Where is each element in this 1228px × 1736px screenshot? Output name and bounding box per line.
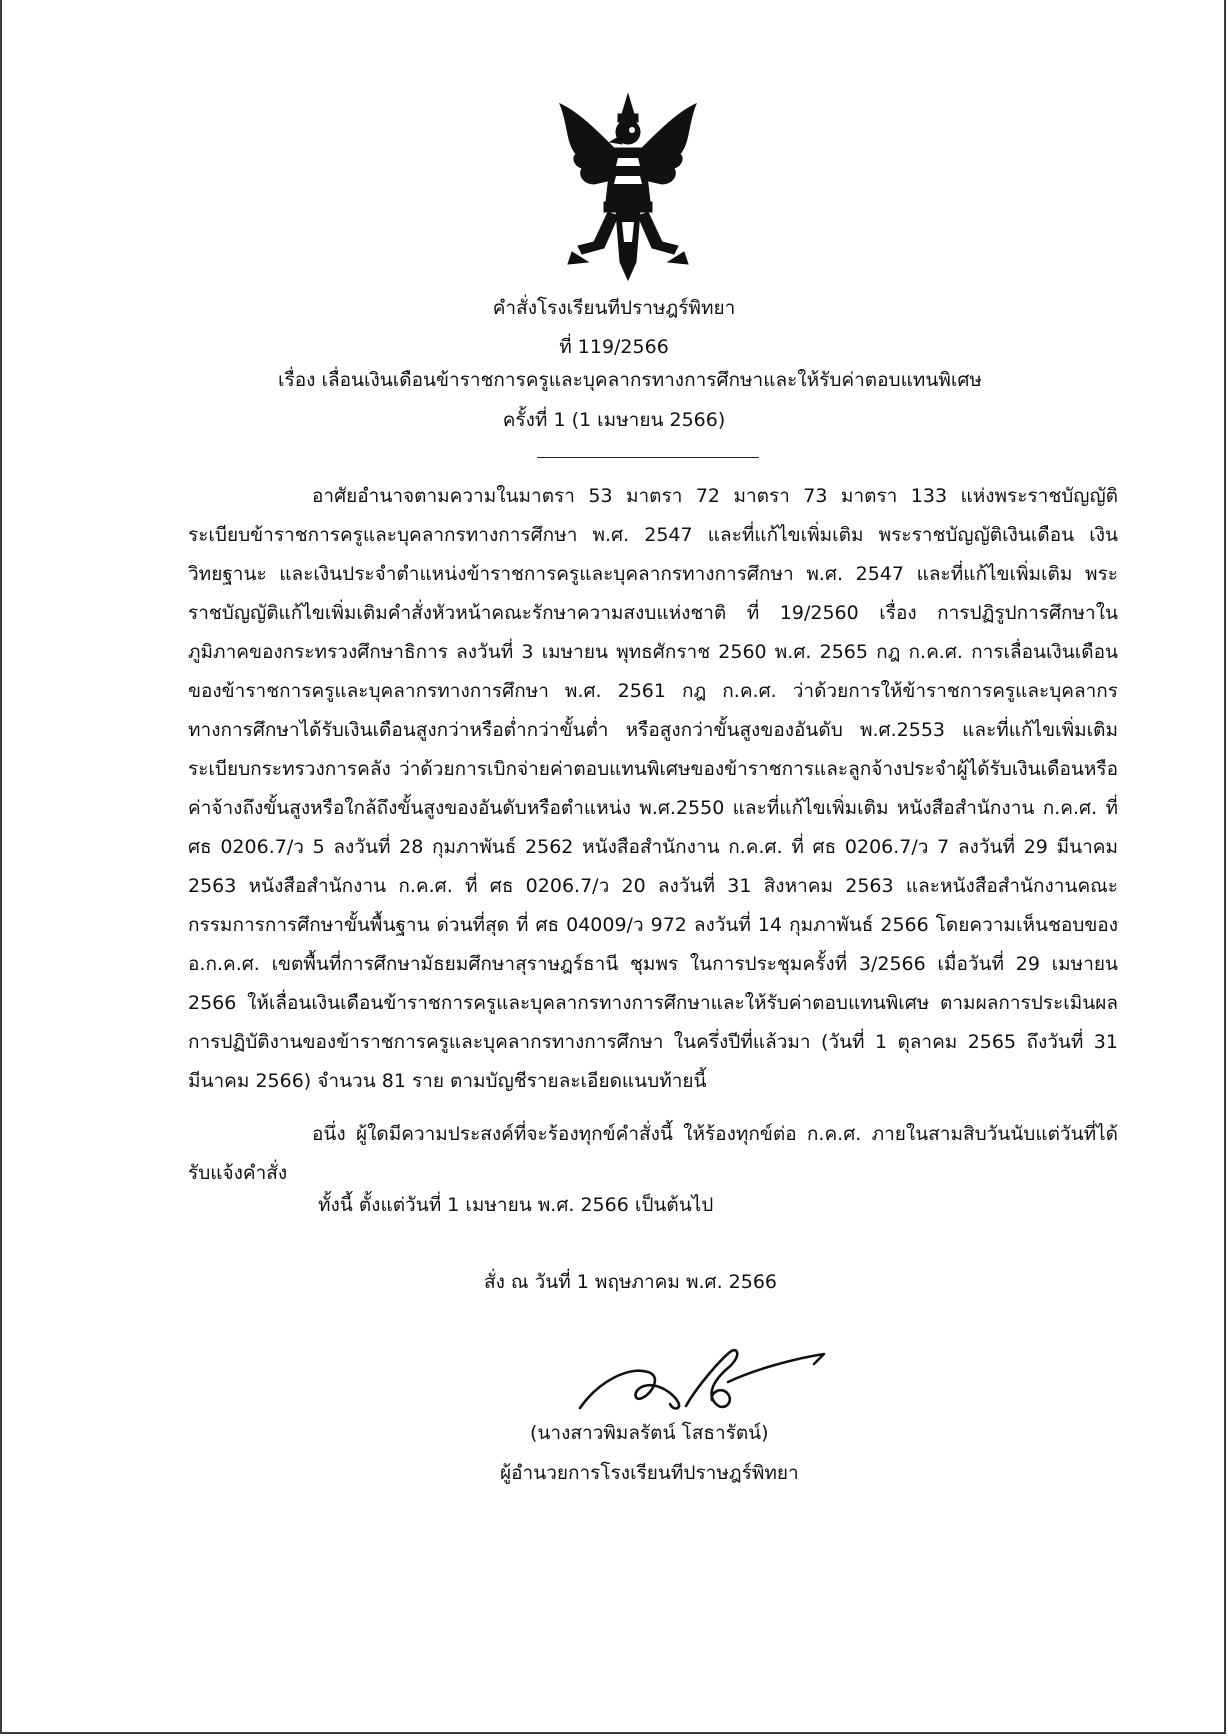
document-round: ครั้งที่ 1 (1 เมษายน 2566) xyxy=(502,409,726,431)
signer-position: ผู้อำนวยการโรงเรียนทีปราษฎร์พิทยา xyxy=(500,1462,799,1484)
effective-date-paragraph: ทั้งนี้ ตั้งแต่วันที่ 1 เมษายน พ.ศ. 2566 เป็นต้นไป xyxy=(318,1194,714,1216)
appeal-paragraph-text: อนึ่ง ผู้ใดมีความประสงค์ที่จะร้องทุกข์คำสั่งนี้ ให้ร้องทุกข์ต่อ ก.ค.ศ. ภายในสามสิบวันนับแต่วันที่ได้รับแจ้งคำสั่ง xyxy=(188,1123,1118,1184)
main-paragraph-text: อาศัยอำนาจตามความในมาตรา 53 มาตรา 72 มาตรา 73 มาตรา 133 แห่งพระราชบัญญัติระเบียบข้าราชการครูและบุคลากรทางการศึกษา พ.ศ. 2547 และที่แก้ไขเพิ่มเติม พระราชบัญญัติเงินเดือน เงินวิทยฐานะ และเงินประจำตำแหน่งข้าราชการครูและบุคลากรทางการศึกษา พ.ศ. 2547 และที่แก้ไขเพิ่มเติม พระราชบัญญัติแก้ไขเพิ่มเติมคำสั่งหัวหน้าคณะรักษาความสงบแห่งชาติ ที่ 19/2560 เรื่อง การปฏิรูปการศึกษาในภูมิภาคของกระทรวงศึกษาธิการ ลงวันที่ 3 เมษายน พุทธศักราช 2560 พ.ศ. 2565 กฎ ก.ค.ศ. การเลื่อนเงินเดือนของข้าราชการครูและบุคลากรทางการศึกษา พ.ศ. 2561 กฎ ก.ค.ศ. ว่าด้วยการให้ข้าราชการครูและบุคลากรทางการศึกษาได้รับเงินเดือนสูงกว่าหรือต่ำกว่าขั้นต่ำ หรือสูงกว่าขั้นสูงของอันดับ พ.ศ.2553 และที่แก้ไขเพิ่มเติม ระเบียบกระทรวงการคลัง ว่าด้วยการเบิกจ่ายค่าตอบแทนพิเศษของข้าราชการและลูกจ้างประจำผู้ได้รับเงินเดือนหรือค่าจ้างถึงขั้นสูงหรือใกล้ถึงขั้นสูงของอันดับหรือตำแหน่ง พ.ศ.2550 และที่แก้ไขเพิ่มเติม หนังสือสำนักงาน ก.ค.ศ. ที่ ศธ 0206.7/ว 5 ลงวันที่ 28 กุมภาพันธ์ 2562 หนังสือสำนักงาน ก.ค.ศ. ที่ ศธ 0206.7/ว 7 ลงวันที่ 29 มีนาคม 2563 หนังสือสำนักงาน ก.ค.ศ. ที่ ศธ 0206.7/ว 20 ลงวันที่ 31 สิงหาคม 2563 และหนังสือสำนักงานคณะกรรมการการศึกษาขั้นพื้นฐาน ด่วนที่สุด ที่ ศธ 04009/ว 972 ลงวันที่ 14 กุมภาพันธ์ 2566 โดยความเห็นชอบของ อ.ก.ค.ศ. เขตพื้นที่การศึกษามัธยมศึกษาสุราษฎร์ธานี ชุมพร ในการประชุมครั้งที่ 3/2566 เมื่อวันที่ 29 เมษายน 2566 ให้เลื่อนเงินเดือนข้าราชการครูและบุคลากรทางการศึกษาและให้รับค่าตอบแทนพิเศษ ตามผลการประเมินผลการปฏิบัติงานของข้าราชการครูและบุคลากรทางการศึกษา ในครึ่งปีที่แล้วมา (วันที่ 1 ตุลาคม 2565 ถึงวันที่ 31 มีนาคม 2566) จำนวน 81 ราย ตามบัญชีรายละเอียดแนบท้ายนี้ xyxy=(188,485,1118,1092)
garuda-emblem-icon xyxy=(558,92,698,282)
main-paragraph xyxy=(188,477,1118,1101)
signature-icon xyxy=(578,1342,828,1422)
title-divider xyxy=(537,457,759,458)
order-date: สั่ง ณ วันที่ 1 พฤษภาคม พ.ศ. 2566 xyxy=(484,1271,778,1293)
document-number: ที่ 119/2566 xyxy=(559,336,669,358)
signer-name: (นางสาวพิมลรัตน์ โสธารัตน์) xyxy=(530,1422,769,1444)
document-title: คำสั่งโรงเรียนทีปราษฎร์พิทยา xyxy=(492,297,736,319)
appeal-paragraph xyxy=(188,1115,1118,1193)
document-subject: เรื่อง เลื่อนเงินเดือนข้าราชการครูและบุคลากรทางการศึกษาและให้รับค่าตอบแทนพิเศษ xyxy=(278,369,982,391)
